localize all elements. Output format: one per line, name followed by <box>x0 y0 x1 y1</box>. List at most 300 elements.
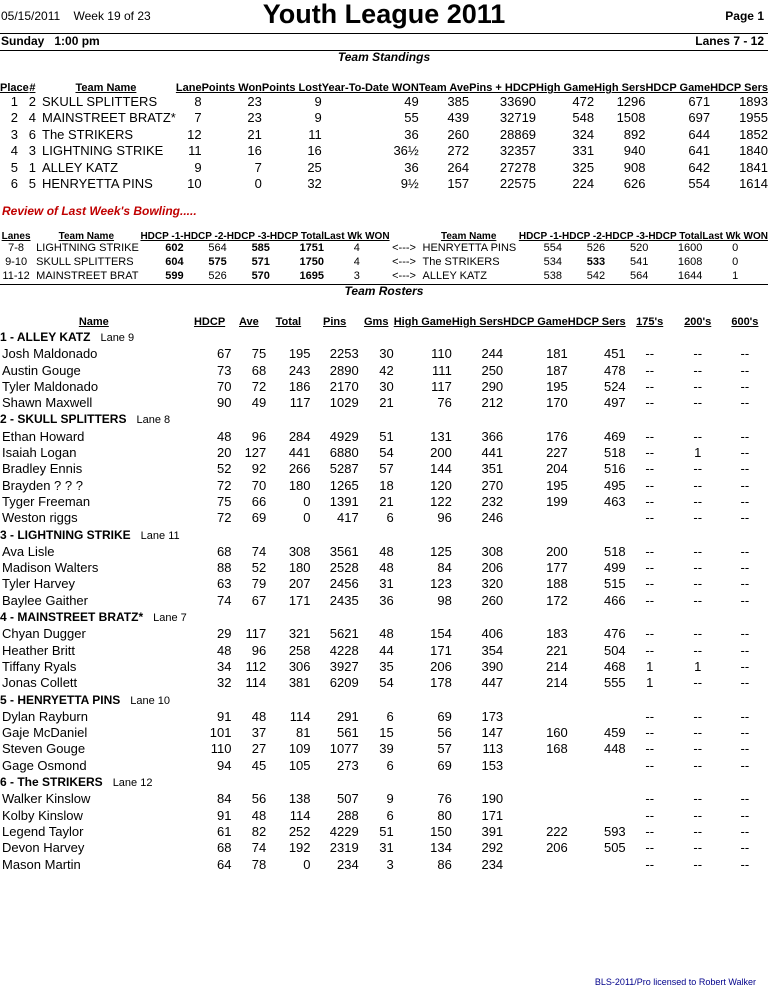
roster-cell: 195 <box>288 346 311 362</box>
roster-col-header: 175's <box>636 316 664 328</box>
roster-cell: 150 <box>430 823 452 839</box>
standings-cell: 49 <box>404 94 419 109</box>
roster-cell: Tiffany Ryals <box>2 658 77 674</box>
roster-player-row <box>0 709 768 725</box>
roster-cell: 204 <box>546 461 568 477</box>
standings-row <box>0 127 768 143</box>
standings-cell: 472 <box>572 94 595 109</box>
roster-cell: 180 <box>288 477 311 493</box>
standings-cell: 892 <box>623 126 646 142</box>
review-row <box>0 256 768 270</box>
standings-header-row <box>0 68 768 94</box>
review-cell: 564 <box>629 269 649 282</box>
review-cell: 1751 <box>299 242 324 254</box>
standings-cell: 325 <box>572 159 595 175</box>
standings-cell: 7 <box>194 110 202 126</box>
roster-cell: 390 <box>481 658 504 674</box>
roster-cell: 4228 <box>329 642 359 658</box>
roster-cell: -- <box>740 493 750 509</box>
report-date: 05/15/2011 <box>1 9 61 23</box>
roster-cell: 73 <box>217 362 232 378</box>
roster-cell: 227 <box>546 445 568 461</box>
roster-cell: 0 <box>303 856 311 872</box>
standings-cell: 331 <box>572 143 595 159</box>
roster-player-row <box>0 395 768 411</box>
roster-team-heading <box>0 692 768 709</box>
roster-col-header: Name <box>78 316 109 328</box>
roster-player-row <box>0 675 768 691</box>
roster-cell: 518 <box>603 543 626 559</box>
roster-cell: 54 <box>379 445 394 461</box>
roster-cell <box>568 857 626 873</box>
roster-cell: 74 <box>217 592 232 608</box>
team-name: 6 - The STRIKERS <box>0 775 103 790</box>
roster-cell: -- <box>693 378 703 394</box>
roster-cell: -- <box>740 576 750 592</box>
roster-cell: 54 <box>379 675 394 691</box>
standings-cell: 7 <box>254 159 262 175</box>
standings-cell: 25 <box>307 159 322 175</box>
roster-cell: -- <box>645 741 655 757</box>
roster-cell: 168 <box>546 741 568 757</box>
roster-cell: 1 <box>646 658 654 674</box>
roster-col-header: Gms <box>363 316 389 328</box>
roster-cell: -- <box>740 395 750 411</box>
roster-cell: 266 <box>288 461 311 477</box>
standings-row <box>0 94 768 110</box>
standings-cell: 9 <box>314 94 322 109</box>
roster-cell: 171 <box>430 642 452 658</box>
standings-cell: 644 <box>688 126 711 142</box>
roster-cell: 2170 <box>329 378 359 394</box>
roster-cell: 561 <box>337 725 359 741</box>
roster-cell: -- <box>693 493 703 509</box>
roster-player-row <box>0 363 768 379</box>
roster-cell: 177 <box>546 560 568 576</box>
roster-cell: 6209 <box>329 675 359 691</box>
roster-cell: 88 <box>217 560 232 576</box>
roster-cell: 206 <box>430 658 452 674</box>
day-time: Sunday 1:00 pm <box>1 34 100 48</box>
roster-cell: 499 <box>603 560 626 576</box>
roster-cell <box>568 758 626 774</box>
review-cell: 4 <box>353 255 360 268</box>
review-cell: MAINSTREET BRAT <box>36 269 139 282</box>
roster-cell: -- <box>740 592 750 608</box>
roster-cell: 290 <box>481 378 504 394</box>
roster-cell: 49 <box>251 395 267 411</box>
roster-cell: -- <box>645 395 655 411</box>
roster-cell: 37 <box>251 725 267 741</box>
roster-cell: 214 <box>546 675 568 691</box>
roster-cell: -- <box>645 493 655 509</box>
team-lane: Lane 7 <box>153 612 187 625</box>
standings-cell: 1296 <box>616 94 646 109</box>
roster-cell: Mason Martin <box>2 856 81 872</box>
roster-cell: -- <box>693 856 703 872</box>
lanes-range: Lanes 7 - 12 <box>695 34 764 48</box>
standings-cell: 626 <box>623 176 646 192</box>
roster-cell: 181 <box>546 346 568 362</box>
standings-cell: 9 <box>194 159 202 175</box>
review-row <box>0 270 768 284</box>
roster-cell: 74 <box>251 543 267 559</box>
roster-cell: 515 <box>603 576 626 592</box>
roster-cell: Tyler Maldonado <box>2 378 99 394</box>
review-cell: 1695 <box>299 269 324 282</box>
review-cell: 0 <box>732 242 739 254</box>
roster-cell: 84 <box>437 560 452 576</box>
roster-player-row <box>0 626 768 642</box>
standings-col-header: # <box>29 82 36 94</box>
roster-cell: 138 <box>288 791 311 807</box>
roster-cell: -- <box>740 757 750 773</box>
review-cell: <---> <box>392 269 416 282</box>
standings-col-header: Lane <box>175 82 202 94</box>
roster-cell: 30 <box>379 378 394 394</box>
roster-cell: 48 <box>379 543 394 559</box>
roster-cell: 57 <box>379 461 394 477</box>
review-col-header: Team Name <box>440 231 497 242</box>
standings-cell: 10 <box>187 176 202 192</box>
roster-cell: 67 <box>217 346 232 362</box>
review-cell: 1608 <box>677 255 703 268</box>
roster-cell: 114 <box>289 807 311 823</box>
roster-cell: -- <box>645 477 655 493</box>
roster-cell: 21 <box>379 395 394 411</box>
roster-col-header: HDCP Sers <box>567 316 626 328</box>
roster-table <box>0 301 768 873</box>
roster-cell: 0 <box>303 493 311 509</box>
roster-cell: 190 <box>481 791 504 807</box>
roster-cell: 351 <box>481 461 504 477</box>
review-col-header: HDCP -3- <box>605 231 649 242</box>
standings-col-header: Points Won <box>201 82 262 94</box>
roster-cell: 178 <box>430 675 452 691</box>
roster-cell: 68 <box>217 840 232 856</box>
standings-col-header: Year-To-Date WON <box>321 82 419 94</box>
roster-cell: 170 <box>546 395 568 411</box>
roster-cell: -- <box>693 642 703 658</box>
roster-player-row <box>0 494 768 510</box>
standings-row <box>0 176 768 192</box>
roster-cell: -- <box>693 428 703 444</box>
roster-cell: 381 <box>288 675 311 691</box>
standings-col-header: High Sers <box>594 82 646 94</box>
roster-cell: 6 <box>386 708 394 724</box>
review-cell: 575 <box>208 255 227 268</box>
standings-cell: 9½ <box>400 176 419 192</box>
roster-cell: 52 <box>251 560 267 576</box>
license-footer: BLS-2011/Pro licensed to Robert Walker <box>594 977 756 987</box>
roster-col-header: High Sers <box>451 316 504 328</box>
roster-team-heading <box>0 527 768 544</box>
roster-cell: 91 <box>217 807 232 823</box>
roster-col-header: Pins <box>323 316 347 328</box>
roster-cell: 48 <box>217 642 232 658</box>
roster-cell: 2319 <box>329 840 359 856</box>
roster-cell: 6880 <box>329 445 359 461</box>
roster-cell: 243 <box>288 362 311 378</box>
review-cell: 11-12 <box>2 269 30 282</box>
roster-player-row <box>0 808 768 824</box>
roster-cell: -- <box>693 576 703 592</box>
standings-cell: 32719 <box>499 110 537 126</box>
roster-cell: 171 <box>288 592 311 608</box>
standings-col-header: Team Ave <box>418 82 470 94</box>
roster-cell: 2435 <box>329 592 359 608</box>
review-col-header <box>390 218 419 242</box>
roster-cell: 134 <box>430 840 452 856</box>
standings-cell: HENRYETTA PINS <box>42 176 153 192</box>
roster-team-heading <box>0 329 768 346</box>
review-table <box>0 218 768 283</box>
roster-cell: -- <box>645 445 655 461</box>
roster-cell: 98 <box>437 592 452 608</box>
roster-cell: Kolby Kinslow <box>2 807 83 823</box>
roster-cell: 292 <box>481 840 504 856</box>
roster-cell: -- <box>740 708 750 724</box>
roster-cell: 192 <box>288 840 311 856</box>
roster-cell: -- <box>740 428 750 444</box>
roster-cell: 51 <box>379 428 394 444</box>
standings-cell: 260 <box>447 126 470 142</box>
roster-cell: 111 <box>432 362 452 378</box>
review-col-header: HDCP -1- <box>518 231 562 242</box>
roster-cell: 1077 <box>329 741 359 757</box>
roster-cell: 82 <box>251 823 267 839</box>
roster-col-header: Total <box>275 316 302 328</box>
standings-cell: 264 <box>447 159 470 175</box>
roster-player-row <box>0 510 768 526</box>
roster-cell: 3561 <box>329 543 359 559</box>
roster-cell: 593 <box>603 823 626 839</box>
standings-cell: The STRIKERS <box>42 126 134 142</box>
team-name: 5 - HENRYETTA PINS <box>0 692 121 707</box>
roster-cell: 4929 <box>329 428 359 444</box>
roster-cell: Madison Walters <box>2 560 99 576</box>
roster-cell: 459 <box>603 725 626 741</box>
roster-cell: 524 <box>603 378 626 394</box>
roster-cell: 214 <box>546 658 568 674</box>
roster-cell: 76 <box>437 791 452 807</box>
roster-cell: 448 <box>603 741 626 757</box>
roster-cell: 9 <box>386 791 394 807</box>
standings-cell: 27278 <box>499 159 537 175</box>
review-col-header: Team Name <box>58 231 115 242</box>
standings-cell: 36 <box>404 159 419 175</box>
roster-cell: 63 <box>217 576 232 592</box>
roster-cell: 291 <box>337 708 359 724</box>
roster-cell: Tyler Harvey <box>2 576 75 592</box>
roster-cell: 64 <box>217 856 232 872</box>
standings-col-header: Place <box>0 82 29 94</box>
roster-cell: 45 <box>251 757 267 773</box>
roster-cell: Ethan Howard <box>2 428 85 444</box>
week-label: Week 19 of 23 <box>73 9 151 23</box>
roster-cell: 51 <box>379 823 394 839</box>
roster-cell: 3927 <box>329 658 359 674</box>
standings-cell: LIGHTNING STRIKE <box>42 143 164 159</box>
roster-cell: 31 <box>379 840 394 856</box>
standings-cell: MAINSTREET BRATZ* <box>42 110 176 126</box>
roster-cell: 441 <box>288 445 311 461</box>
roster-player-row <box>0 445 768 461</box>
roster-cell: 86 <box>437 856 452 872</box>
roster-player-row <box>0 659 768 675</box>
roster-cell: 1391 <box>329 493 359 509</box>
roster-team-heading <box>0 609 768 626</box>
roster-header-row <box>0 301 768 329</box>
review-cell: 604 <box>165 255 184 268</box>
roster-cell: Steven Gouge <box>2 741 86 757</box>
roster-cell: -- <box>645 626 655 642</box>
review-cell: 534 <box>543 255 562 268</box>
review-col-header: HDCP Total <box>269 231 324 242</box>
roster-cell: -- <box>693 592 703 608</box>
roster-cell: -- <box>740 725 750 741</box>
roster-cell: 21 <box>379 493 394 509</box>
roster-cell: -- <box>645 823 655 839</box>
roster-cell: -- <box>740 543 750 559</box>
roster-cell: 6 <box>386 510 394 526</box>
roster-cell: 80 <box>437 807 452 823</box>
standings-cell: 28869 <box>499 126 537 142</box>
standings-cell: 908 <box>623 159 646 175</box>
review-col-header: HDCP -2- <box>183 231 227 242</box>
standings-col-header: High Game <box>536 82 595 94</box>
roster-cell: 171 <box>481 807 504 823</box>
roster-cell: 273 <box>337 757 359 773</box>
roster-cell: 252 <box>288 823 311 839</box>
roster-cell: -- <box>740 658 750 674</box>
roster-cell: 125 <box>430 543 452 559</box>
standings-cell: 642 <box>688 159 711 175</box>
team-lane: Lane 12 <box>112 777 153 790</box>
standings-cell: 8 <box>194 94 202 109</box>
roster-team-row <box>0 774 768 791</box>
roster-cell: Ava Lisle <box>2 543 55 559</box>
roster-cell: Baylee Gaither <box>2 592 88 608</box>
roster-cell: 144 <box>430 461 452 477</box>
roster-cell: 68 <box>217 543 232 559</box>
roster-cell: -- <box>645 378 655 394</box>
roster-cell: 366 <box>481 428 504 444</box>
standings-cell: 23 <box>247 94 262 109</box>
roster-cell: 206 <box>481 560 504 576</box>
roster-cell: 39 <box>379 741 394 757</box>
standings-row <box>0 143 768 159</box>
roster-cell: 354 <box>481 642 504 658</box>
review-col-header: Lanes <box>1 231 31 242</box>
roster-cell: 244 <box>481 346 504 362</box>
roster-cell: 221 <box>546 642 568 658</box>
roster-cell: -- <box>645 362 655 378</box>
roster-cell: Chyan Dugger <box>2 626 86 642</box>
review-cell: 599 <box>165 269 184 282</box>
roster-cell: 447 <box>481 675 504 691</box>
roster-cell: 308 <box>288 543 311 559</box>
roster-cell: -- <box>645 346 655 362</box>
roster-cell: -- <box>693 757 703 773</box>
review-cell: 0 <box>732 255 739 268</box>
roster-team-row <box>0 527 768 544</box>
roster-cell: 94 <box>217 757 232 773</box>
roster-cell <box>503 510 568 526</box>
roster-cell: -- <box>645 791 655 807</box>
roster-cell: -- <box>645 560 655 576</box>
standings-cell: 1 <box>10 94 18 109</box>
roster-cell: 69 <box>251 510 267 526</box>
review-cell: 526 <box>208 269 227 282</box>
roster-cell: 81 <box>296 725 311 741</box>
roster-cell: 5621 <box>329 626 359 642</box>
roster-player-row <box>0 857 768 873</box>
standings-col-header: Team Name <box>75 82 137 94</box>
roster-cell: 69 <box>437 708 452 724</box>
review-cell: 554 <box>543 242 562 254</box>
roster-cell: 52 <box>217 461 232 477</box>
standings-cell: 385 <box>447 94 470 109</box>
roster-player-row <box>0 758 768 774</box>
roster-cell: 48 <box>379 626 394 642</box>
roster-cell: -- <box>693 477 703 493</box>
standings-cell: 16 <box>247 143 262 159</box>
standings-cell: 0 <box>254 176 262 192</box>
roster-cell: 113 <box>482 741 504 757</box>
roster-cell: -- <box>740 362 750 378</box>
standings-cell: 11 <box>188 143 202 159</box>
roster-cell: 6 <box>386 757 394 773</box>
roster-col-header: HDCP <box>193 316 226 328</box>
roster-cell: -- <box>740 840 750 856</box>
roster-cell: 154 <box>430 626 452 642</box>
roster-cell: -- <box>693 840 703 856</box>
standings-cell: SKULL SPLITTERS <box>42 94 158 109</box>
standings-cell: 1852 <box>739 126 768 142</box>
roster-cell: 451 <box>603 346 626 362</box>
standings-cell: 3 <box>10 126 18 142</box>
review-cell: 1600 <box>677 242 703 254</box>
roster-team-row <box>0 609 768 626</box>
roster-cell: -- <box>693 741 703 757</box>
roster-cell: 222 <box>546 823 568 839</box>
roster-cell: 48 <box>251 708 267 724</box>
standings-cell: 272 <box>447 143 470 159</box>
roster-cell: 72 <box>217 510 232 526</box>
team-lane: Lane 8 <box>136 414 171 427</box>
roster-cell: -- <box>740 346 750 362</box>
standings-cell: 21 <box>247 126 262 142</box>
standings-cell: 12 <box>187 126 202 142</box>
roster-player-row <box>0 824 768 840</box>
roster-cell: 258 <box>288 642 311 658</box>
standings-cell: 32357 <box>499 143 537 159</box>
roster-cell: -- <box>693 395 703 411</box>
review-cell: <---> <box>392 255 416 268</box>
roster-cell: 127 <box>244 445 267 461</box>
team-lane: Lane 10 <box>130 694 170 707</box>
roster-cell: 36 <box>379 592 394 608</box>
standings-cell: 1840 <box>739 143 768 159</box>
roster-cell: 44 <box>379 642 394 658</box>
roster-cell: 495 <box>603 477 626 493</box>
roster-cell: -- <box>740 560 750 576</box>
roster-cell: 186 <box>288 378 311 394</box>
roster-cell: 131 <box>430 428 452 444</box>
roster-player-row <box>0 544 768 560</box>
roster-team-heading <box>0 774 768 791</box>
